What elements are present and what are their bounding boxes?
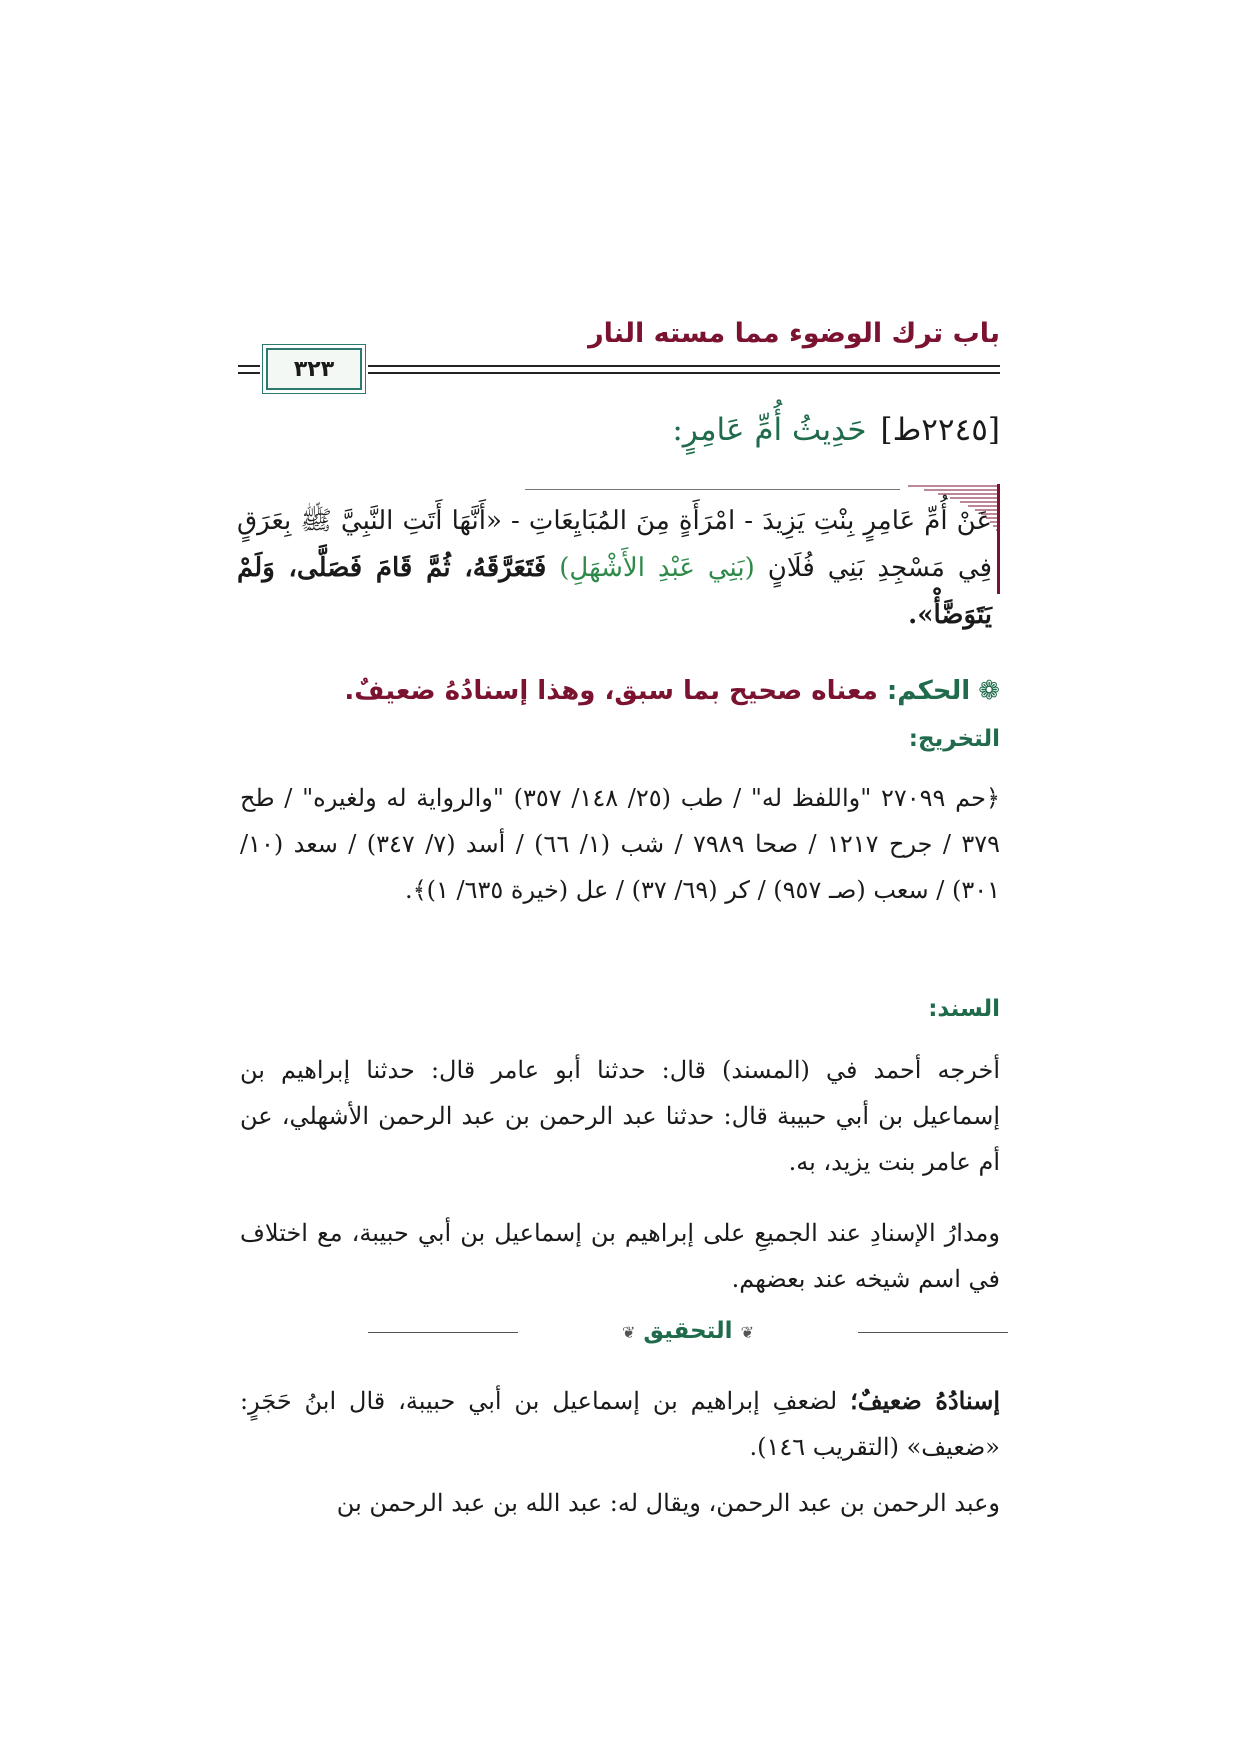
hukm xyxy=(344,676,1000,706)
decorative-bar xyxy=(997,484,1000,594)
swirl-icon: ❦ xyxy=(740,1323,754,1342)
sanad-label: السند: xyxy=(928,996,1000,1022)
swirl-icon: ❦ xyxy=(621,1323,636,1342)
header-rule xyxy=(368,372,1000,374)
header-rule-left xyxy=(238,372,260,374)
hukm-label: الحكم: xyxy=(886,676,971,706)
isnad-paragraph xyxy=(240,1378,1000,1470)
takhrij-label: التخريج: xyxy=(908,726,1000,752)
hadith-heading xyxy=(672,412,1000,448)
hadith-text xyxy=(237,498,992,639)
decorative-line xyxy=(525,489,900,490)
madar-text: ومدارُ الإسنادِ عند الجميعِ على إبراهيم بن إسماعيل بن أبي حبيبة، مع اختلاف في اسم شيخه عند بعضهم. xyxy=(240,1219,1000,1293)
flower-ornament-icon: ❁ xyxy=(978,676,1000,706)
hadith-text-part2: فَتَعَرَّقَهُ، ثُمَّ قَامَ فَصَلَّى، وَلَمْ يَتَوَضَّأْ». xyxy=(237,553,992,630)
isnad-verdict: إسنادُهُ ضعيفٌ؛ xyxy=(850,1386,1000,1415)
sanad-text: أخرجه أحمد في (المسند) قال: حدثنا أبو عامر قال: حدثنا إبراهيم بن إسماعيل بن أبي حبيبة قال: حدثنا عبد الرحمن بن عبد الرحمن الأشهلي، عن أم عامر بنت يزيد، به. xyxy=(240,1056,1000,1176)
hukm-text: معناه صحيح بما سبق، وهذا إسنادُهُ ضعيفٌ. xyxy=(344,676,878,706)
header-rule-left xyxy=(238,365,260,367)
hadith-text-part1: عَنْ أُمِّ عَامِرٍ بِنْتِ يَزِيدَ - امْرَأَةٍ مِنَ المُبَايِعَاتِ - «أَنَّهَا أَتَتِ النَّبِيَّ ﷺ بِعَرَقٍ فِي مَسْجِدِ بَنِي فُلَانٍ xyxy=(237,506,993,583)
tahqiq-heading xyxy=(368,1318,1008,1344)
last-paragraph: وعبد الرحمن بن عبد الرحمن، ويقال له: عبد الله بن عبد الرحمن بن xyxy=(336,1489,1000,1517)
takhrij-text: ﴿حم ٢٧٠٩٩ "واللفظ له" / طب (٢٥/ ١٤٨/ ٣٥٧) "والرواية له ولغيره" / طح ٣٧٩ / جرح ١٢١٧ / صحا ٧٩٨٩ / شب (١/ ٦٦) / أسد (٧/ ٣٤٧) / سعد (١٠/ ٣٠١) / سعب (صـ ٩٥٧) / كر (٦٩/ ٣٧) / عل (خيرة ٦٣٥/ ١)﴾. xyxy=(240,784,1001,904)
tahqiq-label: التحقيق xyxy=(643,1318,733,1344)
page-number: ٣٢٣ xyxy=(266,348,362,390)
hadith-text-green: (بَنِي عَبْدِ الأَشْهَلِ) xyxy=(559,553,755,583)
header-rule xyxy=(368,365,1000,367)
chapter-title: باب ترك الوضوء مما مسته النار xyxy=(588,318,1000,349)
isnad-text: لضعفِ إبراهيم بن إسماعيل بن أبي حبيبة، قال ابنُ حَجَرٍ: «ضعيف» (التقريب ١٤٦). xyxy=(240,1387,1000,1461)
tahqiq-divider xyxy=(368,1318,1008,1348)
hadith-title: حَدِيثُ أُمِّ عَامِرٍ: xyxy=(672,412,867,448)
hadith-number: [٢٢٤٥ط] xyxy=(880,412,1000,448)
